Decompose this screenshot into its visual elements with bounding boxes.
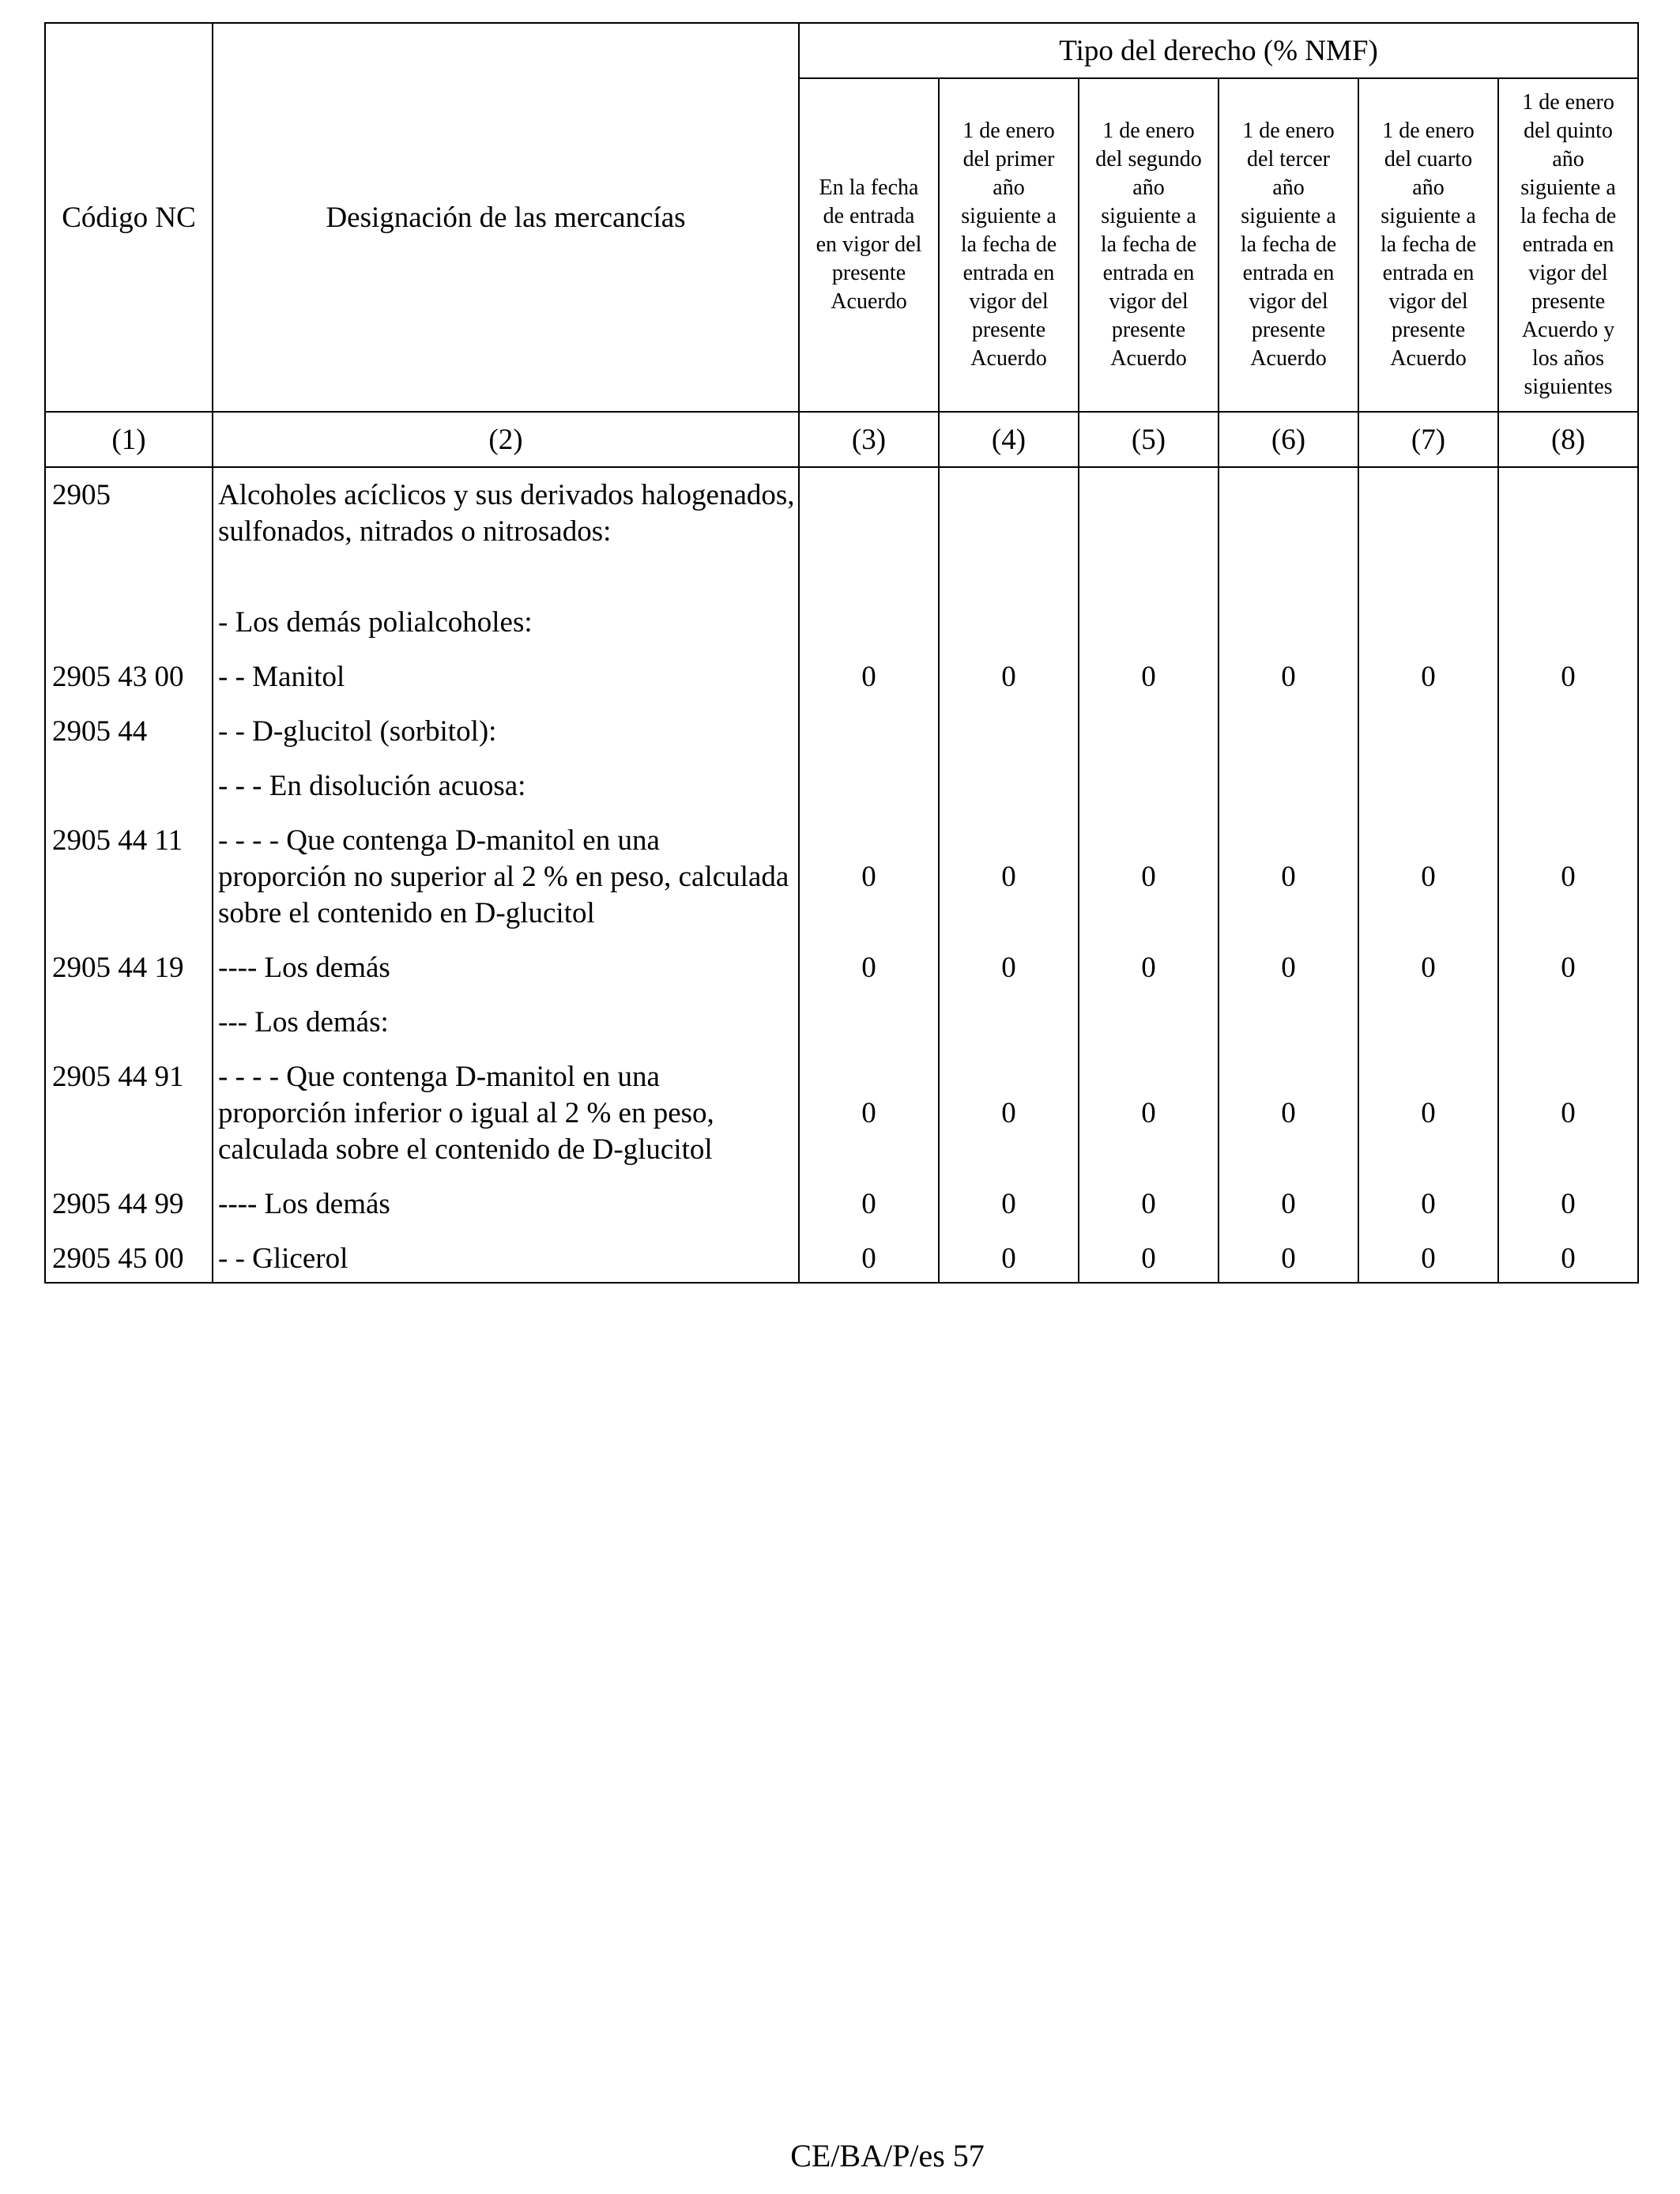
nc-code-cell [46,605,212,641]
duty-rate-cell: 0 [1001,861,1016,893]
duty-rate-cell: 0 [1421,1242,1436,1275]
rate-list [940,477,1078,1282]
duty-rate-cell [1359,768,1497,805]
nc-code-cell: 2905 44 11 [52,824,183,857]
duty-rate-cell [800,477,938,586]
duty-rate-cell: 0 [861,1097,876,1129]
duty-rate-cell: 0 [1561,1242,1576,1275]
rate-list [1499,477,1637,1282]
duty-rate-cell: 0 [1421,661,1436,693]
duty-rate-cell [940,1005,1078,1041]
nc-code-cell: 2905 44 [52,715,148,748]
duty-rate-cell [1219,714,1358,750]
rate-list [1359,477,1497,1282]
duty-rate-cell [1079,1005,1218,1041]
duty-rate-cell: 0 [1001,1188,1016,1220]
duty-rate-cell [1079,477,1218,586]
nc-code-cell [46,768,212,805]
rate-column-5 [1079,467,1219,1283]
duty-rate-cell: 0 [1141,1097,1156,1129]
duty-rate-cell [940,477,1078,586]
header-rate-col-3: En la fecha de entrada en vigor del presente Acuerdo [799,78,939,412]
duty-rate-cell: 0 [1141,1242,1156,1275]
duty-rate-cell: 0 [1421,1097,1436,1129]
description-cell: - - - En disolución acuosa: [218,770,526,802]
header-duty-type: Tipo del derecho (% NMF) [799,23,1638,78]
table-body-row [45,467,1638,1283]
column-number: (1) [45,412,213,467]
nc-code-cell: 2905 44 91 [52,1061,184,1093]
header-rate-col-5: 1 de enero del segundo año siguiente a la fecha de entrada en vigor del presente Acuerdo [1079,78,1219,412]
duty-rate-cell: 0 [1281,861,1296,893]
duty-rate-cell [1499,714,1637,750]
duty-rate-cell [940,605,1078,641]
rate-column-4 [939,467,1079,1283]
description-cell: - Los demás polialcoholes: [218,606,533,639]
description-cell: Alcoholes acíclicos y sus derivados halogenados, sulfonados, nitrados o nitrosados: [218,479,795,548]
rate-column-6 [1219,467,1358,1283]
code-column [45,467,213,1283]
duty-rate-cell: 0 [1281,1097,1296,1129]
duty-rate-cell: 0 [1141,952,1156,984]
duty-rate-cell: 0 [861,861,876,893]
column-number: (6) [1219,412,1358,467]
duty-rate-cell: 0 [1561,861,1576,893]
duty-rate-cell: 0 [1561,952,1576,984]
description-cell: - - Manitol [218,661,345,693]
column-number-row [45,412,1638,467]
duty-rate-cell: 0 [1561,661,1576,693]
nc-code-cell [46,1005,212,1041]
column-number: (8) [1498,412,1638,467]
duty-rate-cell [1219,1005,1358,1041]
duty-rate-cell [1359,1005,1497,1041]
description-cell: - - Glicerol [218,1242,348,1275]
header-description: Designación de las mercancías [213,23,799,412]
duty-rate-cell [800,1005,938,1041]
duty-rate-cell [1499,1005,1637,1041]
rate-column-8 [1498,467,1638,1283]
duty-rate-cell: 0 [861,1188,876,1220]
duty-rate-cell [940,768,1078,805]
duty-rate-cell [1359,605,1497,641]
nc-code-cell: 2905 44 99 [52,1188,184,1220]
nc-code-cell: 2905 45 00 [52,1242,184,1275]
duty-rate-cell: 0 [1001,661,1016,693]
duty-rate-cell: 0 [861,661,876,693]
header-rate-col-7: 1 de enero del cuarto año siguiente a la fecha de entrada en vigor del presente Acuerdo [1358,78,1498,412]
header-rate-col-6: 1 de enero del tercer año siguiente a la fecha de entrada en vigor del presente Acuerdo [1219,78,1358,412]
duty-rate-cell: 0 [1421,1188,1436,1220]
rate-list [800,477,938,1282]
description-cell: --- Los demás: [218,1006,389,1039]
duty-rate-cell [1499,605,1637,641]
description-cell: - - - - Que contenga D-manitol en una proporción no superior al 2 % en peso, calculada sobre el contenido en D-glucitol [218,824,789,929]
column-number: (5) [1079,412,1219,467]
description-column [213,467,799,1283]
rate-list [1079,477,1218,1282]
duty-rate-cell [1079,768,1218,805]
header-code: Código NC [45,23,213,412]
duty-rate-cell [1079,605,1218,641]
column-number: (3) [799,412,939,467]
duty-rate-cell: 0 [1141,1188,1156,1220]
description-list [213,477,798,1282]
duty-rate-cell [1219,768,1358,805]
duty-rate-cell: 0 [1141,661,1156,693]
description-cell: - - D-glucitol (sorbitol): [218,715,497,748]
duty-rate-cell [1219,477,1358,586]
duty-rate-cell: 0 [1421,861,1436,893]
column-number: (7) [1358,412,1498,467]
duty-rate-cell: 0 [1281,661,1296,693]
duty-rate-cell: 0 [861,952,876,984]
duty-rate-cell [1499,477,1637,586]
description-cell: - - - - Que contenga D-manitol en una proporción inferior o igual al 2 % en peso, calculada sobre el contenido de D-glucitol [218,1061,714,1166]
duty-rate-cell [1079,714,1218,750]
nc-code-cell: 2905 43 00 [52,661,184,693]
nc-code-cell: 2905 [52,479,111,511]
page-footer-reference: CE/BA/P/es 57 [790,2138,985,2173]
duty-rate-cell [800,605,938,641]
duty-rate-cell [1359,477,1497,586]
duty-rate-cell: 0 [1281,952,1296,984]
description-cell: ---- Los demás [218,1188,390,1220]
duty-rate-cell: 0 [1561,1188,1576,1220]
header-rate-col-4: 1 de enero del primer año siguiente a la fecha de entrada en vigor del presente Acuerdo [939,78,1079,412]
tariff-table [44,22,1639,1284]
rate-column-7 [1358,467,1498,1283]
duty-rate-cell [940,714,1078,750]
duty-rate-cell: 0 [1421,952,1436,984]
code-list [46,477,212,1282]
duty-rate-cell: 0 [1001,1242,1016,1275]
rate-column-3 [799,467,939,1283]
description-cell: ---- Los demás [218,952,390,984]
duty-rate-cell [1499,768,1637,805]
duty-rate-cell: 0 [1141,861,1156,893]
duty-rate-cell [800,714,938,750]
column-number: (2) [213,412,799,467]
duty-rate-cell [1359,714,1497,750]
rate-list [1219,477,1358,1282]
nc-code-cell: 2905 44 19 [52,952,184,984]
duty-rate-cell [1219,605,1358,641]
header-rate-col-8: 1 de enero del quinto año siguiente a la fecha de entrada en vigor del presente Acuerdo y los años siguientes [1498,78,1638,412]
duty-rate-cell: 0 [1281,1188,1296,1220]
duty-rate-cell: 0 [1561,1097,1576,1129]
duty-rate-cell: 0 [861,1242,876,1275]
duty-rate-cell [800,768,938,805]
duty-rate-cell: 0 [1281,1242,1296,1275]
duty-rate-cell: 0 [1001,1097,1016,1129]
column-number: (4) [939,412,1079,467]
duty-rate-cell: 0 [1001,952,1016,984]
